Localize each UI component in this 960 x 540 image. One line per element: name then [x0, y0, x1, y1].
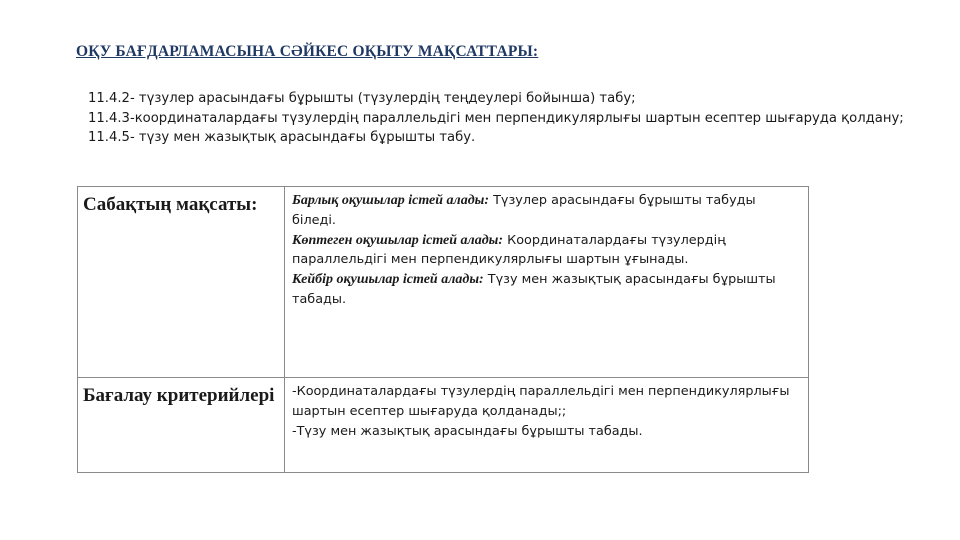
table-row-lesson-goal [78, 187, 809, 378]
lesson-goal-content [285, 187, 809, 378]
assessment-criteria-label: Бағалау критерийлері [78, 378, 285, 473]
goal-lead-most: Көптеген оқушылар істей алады: [292, 232, 504, 248]
criteria-item: -Координаталардағы түзулердің параллельдігі мен перпендикулярлығы шартын есептер шығаруда қолданады;; [292, 384, 790, 419]
goal-item-some [292, 270, 800, 310]
goal-item-all [292, 191, 800, 231]
goal-lead-some: Кейбір оқушылар істей алады: [292, 272, 484, 288]
goal-lead-all: Барлық оқушылар істей алады: [292, 193, 490, 208]
goal-text-all: Түзулер арасындағы бұрышты табуды біледі. [292, 193, 756, 228]
goal-text-some: Түзу мен жазықтық арасындағы бұрышты табады. [292, 272, 776, 307]
page-title: ОҚУ БАҒДАРЛАМАСЫНА СӘЙКЕС ОҚЫТУ МАҚСАТТАРЫ: [76, 43, 539, 60]
goals-table [77, 186, 809, 473]
learning-objectives [88, 89, 913, 148]
criteria-item: -Түзу мен жазықтық арасындағы бұрышты табады. [292, 423, 643, 439]
assessment-criteria-content [285, 378, 809, 473]
objective-item: 11.4.2- түзулер арасындағы бұрышты (түзулердің теңдеулері бойынша) табу; [88, 91, 636, 106]
goal-item-most [292, 231, 800, 271]
objective-item: 11.4.3-координаталардағы түзулердің параллельдігі мен перпендикулярлығы шартын есептер шығаруда қолдану; [88, 110, 904, 126]
table-row-assessment [78, 378, 809, 473]
lesson-goal-label: Сабақтың мақсаты: [78, 187, 285, 378]
objective-item: 11.4.5- түзу мен жазықтық арасындағы бұрышты табу. [88, 130, 476, 145]
goal-text-most: Координаталардағы түзулердің параллельдігі мен перпендикулярлығы шартын ұғынады. [292, 232, 726, 268]
